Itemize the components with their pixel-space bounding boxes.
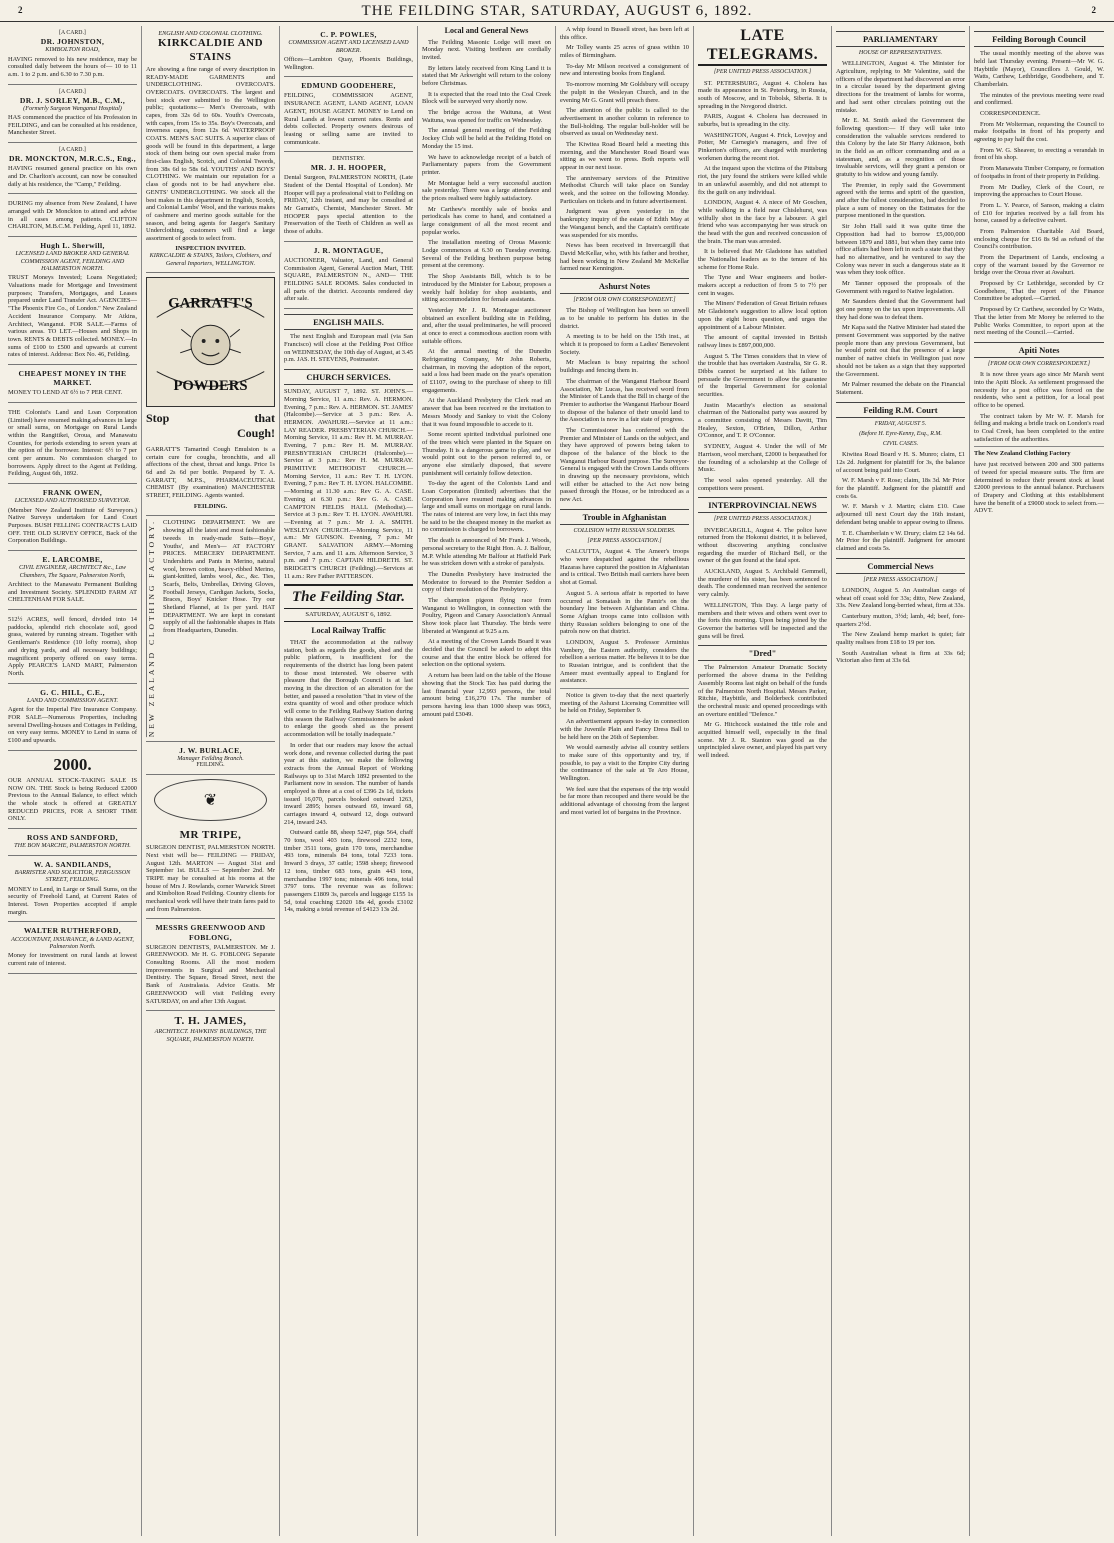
paragraph: Mr E. M. Smith asked the Government the following question:— If they will take into consideration the valuable services rendered to this Colony by the late Sir Harry Atkinson, both in the field as an officer commanding and as a statesman, and, as a recognition of those invaluable services, will they grant a pension or gratuity to his widow and young family. — [836, 117, 965, 178]
local-news-heading: Local and General News — [444, 26, 529, 35]
church-heading: CHURCH SERVICES. — [284, 369, 413, 385]
card-name: CHEAPEST MONEY IN THE MARKET. — [18, 368, 127, 388]
interprovincial-heading: INTERPROVINCIAL NEWS — [698, 497, 827, 513]
goodehere-name: EDMUND GOODEHERE, — [301, 81, 396, 91]
card-body: 512½ ACRES, well fenced, divided into 14 paddocks, splendid rich chocolate soil, good grass, watered by running stream. Together with Gentleman's Residence (10 lofty rooms), shop and drying yards, and all necessary buildings; magnificent property offered on easy terms. Apply PEARCE'S LAND MART, Palmerston North. — [8, 616, 137, 677]
paragraph: Yesterday Mr J. R. Montague auctioneer obtained an excellent building site in Feilding, and, after the usual preliminaries, he will proceed at once to erect a commodious auction room with suitable offices. — [422, 306, 551, 345]
card-name: Hugh L. Sherwill, — [40, 241, 105, 250]
column-8 — [970, 26, 1108, 1536]
clothing-factory-notice-body: have just received between 200 and 300 patterns of tweed for special measure suits. The firm are determined to reduce their present stock at least £2000 previous to the annual balance. Purchasers of Drapery and Clothing at this establishment have the benefit of a £9000 stock to select from.—ADVT. — [974, 461, 1104, 515]
paragraph: At a meeting of the Crown Lands Board it was decided that the Council be asked to adopt this course and that the entire block be offered for selection on the optional system. — [422, 638, 551, 669]
powles-ad — [284, 26, 413, 77]
paragraph: From the Department of Lands, enclosing a copy of the warrant issued by the Governor re bridge over the Oroua river at Awahuri. — [974, 254, 1104, 277]
paragraph: Mr Saunders denied that the Government had got one penny on the tax upon improvements. All they had done was to defeat them. — [836, 298, 965, 321]
paragraph: The contract taken by Mr W. F. Marsh for felling and making a bridle track on London's road to Coal Creek, has been completed to the entire satisfaction of the authorities. — [974, 412, 1104, 443]
paragraph: The Palmerston Amateur Dramatic Society performed the above drama in the Feilding Assembly Rooms last night on behalf of the funds of the Palmerston North Hospital. Messrs Parker, Ritchie, Haybittle, and Bolderbeck contributed the orchestral music and opened proceedings with an overture entitled "Defence." — [698, 664, 827, 718]
card-name: 2000. — [53, 754, 92, 774]
hooper-ad — [284, 152, 413, 242]
apiti-source: [FROM OUR OWN CORRESPONDENT.] — [987, 361, 1091, 368]
paragraph: The Premier, in reply said the Government agreed with the terms and spirit of the question, and after the fullest consideration, had decided to place a sum of money on the Estimates for the purpose mentioned in the question. — [836, 181, 965, 220]
paragraph: SYDNEY, August 4. Under the will of Mr Harrison, wool merchant, £2000 is bequeathed for the founding of a scholarship at the College of Music. — [698, 443, 827, 474]
paragraph: T. E. Chamberlain v W. Drury; claim £2 14s 6d. Mr Prior for the plaintiff. Judgment for amount claimed and costs 5s. — [836, 529, 965, 552]
oval-ornament-icon: ❦ — [203, 791, 218, 809]
burlace-name: J. W. BURLACE, — [179, 745, 242, 755]
powles-name: C. P. POWLES, — [320, 30, 377, 39]
col5-news-top — [560, 26, 689, 273]
afghan-subheading: COLLISION WITH RUSSIAN SOLDIERS. — [573, 528, 676, 534]
professional-card — [8, 143, 137, 194]
dred-article — [698, 664, 827, 759]
rm-court-heading: Feilding R.M. Court — [836, 402, 965, 418]
telegrams-article — [698, 80, 827, 493]
paragraph: Mr G. Hitchcock sustained the title role and acquitted himself well, especially in the final scene. Mr J. R. Stanton was good as the unprincipled slave owner, and played his part very well indeed. — [698, 721, 827, 759]
kirkcaldie-invite: INSPECTION INVITED. — [175, 244, 246, 252]
card-subtitle: ACCOUNTANT, INSURANCE, & LAND AGENT, Palmerston North. — [11, 935, 134, 950]
paragraph: W. F. Marsh v J. Martin; claim £10. Case adjourned till next Court day the 16th instant, defendant being unable to appear owing to illness. — [836, 503, 965, 526]
ashurst-article — [560, 307, 689, 504]
card-body: MONEY TO LEND AT 6½ to 7 PER CENT. — [8, 389, 123, 397]
page-number-left: 2 — [18, 5, 23, 16]
paragraph: Judgment was given yesterday in the bankruptcy inquiry of the estate of Edith May at the Wanganui bench, and the Captain's certificate was suspended for six months. — [560, 208, 689, 239]
james-ad — [146, 1011, 275, 1048]
paragraph: We would earnestly advise all country settlers to make sure of this opportunity and try, if possible, to pay a visit to the Empire City during the continuance of the sale at Te Aro House, Wellington. — [560, 744, 689, 782]
card-name: FRANK OWEN, — [42, 488, 103, 498]
star-masthead: The Feilding Star. — [284, 584, 413, 609]
paragraph: THAT the accommodation at the railway station, both as regards the goods, shed and the public platform, is insufficient for the requirements of the district has long been patent to those most interested. We observe with pleasure that the Borough Council is at last moving in the direction of an alteration for the better, and passed a resolution "that in view of the extra quantity of wool and other produce which will come to the Feilding Railway Station during this season the Railway Commissioners be asked to enlarge the goods shed as the present accommodation will be totally inadequate." — [284, 638, 413, 739]
professional-card — [8, 610, 137, 684]
paragraph: It is expected that the road into the Coal Creek Block will be surveyed very shortly now. — [422, 90, 551, 106]
professional-card — [8, 856, 137, 923]
interprovincial-article — [698, 527, 827, 641]
paragraph: The amount of capital invested in British railway lines is £897,000,000. — [698, 334, 827, 349]
paragraph: To-day Mr Milson received a consignment of new and interesting books from England. — [560, 62, 689, 78]
parliamentary-heading: PARLIAMENTARY — [836, 31, 965, 47]
afghan-heading: Trouble in Afghanistan — [560, 509, 689, 525]
column-6 — [694, 26, 832, 1536]
card-name: DR. J. SORLEY, M.B., C.M., — [19, 95, 126, 105]
page-number-right: 2 — [1091, 5, 1096, 16]
goodehere-body: FEILDING, COMMISSION AGENT, INSURANCE AGENT, LAND AGENT, LOAN AGENT, HOUSE AGENT. MONEY to Lend on Rural Lands at lowest current rates. Rents and debts collected. Property owners desirous of leasing or selling same are invited to communicate. — [284, 92, 413, 146]
professional-card — [8, 85, 137, 144]
garratt-body-ad — [146, 440, 275, 517]
paragraph: An advertisement appears to-day in connection with the Juvenile Plain and Fancy Dress Ball to be held here on the 26th of September. — [560, 718, 689, 741]
professional-card — [8, 751, 137, 830]
paragraph: August 5. A serious affair is reported to have occurred at Somatash in the Pamir's on the boundary line between Afghanistan and China. Some Afghan troops came into collision with thirty Russian soldiers belonging to one of the patrols now on that district. — [560, 589, 689, 636]
divider — [974, 446, 1104, 447]
card-name: G. C. HILL, C.E., — [40, 687, 105, 697]
card-subtitle: LICENSED LAND BROKER AND GENERAL COMMISSION AGENT, FEILDING AND HALMERSTON NORTH. — [15, 250, 130, 272]
paragraph: Mr Kapa said the Native Minister had stated the present Government was supported by the native people more than any previous Government, but he would point out that the presence of a large number of native chiefs in Wellington just now should not be taken as a sign that they supported the Government. — [836, 324, 965, 378]
paragraph: WELLINGTON, August 4. The Minister for Agriculture, replying to Mr Valentine, said the officers of the department had discovered an error in a circular issued by the department giving directions for the treatment of lambs for worms, and had sent other circulars pointing out the mistake. — [836, 60, 965, 114]
powles-body: Offices—Lambton Quay, Phoenix Buildings, Wellington. — [284, 55, 413, 71]
professional-card — [8, 365, 137, 403]
column-2 — [142, 26, 280, 1536]
afghan-article — [560, 548, 689, 685]
mails-body: The next English and European mail (via San Francisco) will close at the Feilding Post Office on WEDNESDAY, the 10th day of August, at 3.45 p.m. JAS. H. STEVENS, Postmaster. — [284, 333, 413, 364]
card-name: WALTER RUTHERFORD, — [23, 926, 122, 936]
mails-heading: ENGLISH MAILS. — [284, 314, 413, 330]
paragraph: Mr Tolley wants 25 acres of grass within 10 miles of Birmingham. — [560, 44, 689, 60]
feilding-label: FEILDING. — [193, 502, 228, 510]
railway-heading: Local Railway Traffic — [311, 626, 386, 636]
garratts-powders-illustration — [146, 277, 275, 407]
rm-court-magistrate: (Before H. Eyre-Kenny, Esq., R.M. — [859, 430, 942, 437]
tripe-body: SURGEON DENTIST, PALMERSTON NORTH. Next visit will be— FEILDING — FRIDAY, August 12th. MARTON — August 31st and September 1st. BULLS — September 2nd. Mr TRIPE may be consulted at his rooms at the house of Mrs J. Rowlands, corner Warwick Street and Kimbolton Road Feilding. Country clients for mechanical work will have their train fares paid to and from Palmerston. — [146, 844, 275, 913]
paragraph: To-day the agent of the Colonists Land and Loan Corporation (limited) advertises that the Corporation have resumed making advances in large and small sums on mortgage on rural lands. The rates of interest are very low, in fact this may be said to be the cheapest money in the market as no commission is charged to borrowers. — [422, 480, 551, 534]
paragraph: Notice is given to-day that the next quarterly meeting of the Ashurst Licensing Committee will be held on Friday, September 9. — [560, 692, 689, 715]
powles-sub: COMMISSION AGENT AND LICENSED LAND BROKER. — [288, 39, 409, 54]
column-3 — [280, 26, 418, 1536]
clothing-factory-ad — [146, 516, 275, 741]
parliamentary-subheading: HOUSE OF REPRESENTATIVES. — [858, 50, 943, 57]
card-name: ROSS AND SANDFORD, — [27, 833, 118, 843]
paragraph: At the annual meeting of the Dunedin Refrigerating Company, Mr John Roberts, chairman, in moving the adoption of the report, said a loss had been made on the year's operation of £1107, owing to the purchase of sheep to fill engagements. — [422, 348, 551, 394]
james-body: ARCHITECT. HAWKINS' BUILDINGS, THE SQUARE, PALMERSTON NORTH. — [154, 1028, 267, 1043]
paragraph: PARIS, August 4. Cholera has decreased in suburbs, but is spreading in the city. — [698, 113, 827, 128]
card-body: (Member New Zealand Institute of Surveyors.) Native Surveys undertaken for Land Court Purposes. BUSH FELLING CONTRACTS LAID OFF. THE OLD SURVEY OFFICE, Back of the Corporation Buildings. — [8, 506, 137, 545]
page-columns — [4, 26, 1110, 1536]
card-body: Agent for the Imperial Fire Insurance Company. FOR SALE—Numerous Properties, including several Dwelling-houses and Cottages in Feilding, on very easy terms. MONEY to Lend in sums of £100 and upwards. — [8, 706, 137, 744]
greenwood-ad — [146, 919, 275, 1011]
council-article — [974, 50, 1104, 337]
decorative-oval — [154, 779, 267, 821]
paragraph: LONDON, August 5. Professor Arminius Vambery, the Eastern authority, considers the rebellion a serious matter. He believes it to be due to Russian intrigue, and is confident that the Ameer must eventually appeal to England for assistance. — [560, 638, 689, 685]
paragraph: The Shop Assistants Bill, which is to be introduced by the Minister for Labour, proposes a weekly half holiday for shop assistants, and sitting accommodation for female assistants. — [422, 273, 551, 304]
council-heading: Feilding Borough Council — [974, 31, 1104, 47]
rm-court-date: FRIDAY, AUGUST 5. — [874, 420, 927, 427]
paragraph: From L. Y. Pearce, of Sanson, making a claim of £10 for injuries received by a fall from his horse, caused by a defective culvert. — [974, 201, 1104, 225]
paragraph: At the Auckland Presbytery the Clerk read an answer that has been received re the invitation to Messrs Moody and Sankey to visit the Colony that it was found impossible to accede to it. — [422, 397, 551, 428]
card-subtitle: (Formerly Surgeon Wanganui Hospital) — [23, 104, 122, 112]
greenwood-body: SURGEON DENTISTS, PALMERSTON. Mr J. GREENWOOD. Mr H. G. FOBLONG Separate Consulting Rooms. All the most modern improvements in Surgical and Mechanical Dentistry. The Square, Broad Street, next the Bank of Australasia. Advice Gratis. Mr GREENWOOD will visit Feilding every SATURDAY, on and after 13th August. — [146, 943, 275, 1005]
burlace-ad — [146, 742, 275, 776]
masthead — [0, 0, 1114, 22]
paragraph: At the inquest upon the victims of the Pittsburg riot, the jury found the strikers were killed while in an unlawful assembly, and did not attempt to fix the guilt on any individual. — [698, 165, 827, 196]
paragraph: LONDON, August 5. An Australian cargo of wheat off coast sold for 33s; ditto, New Zealand, 33s. New Zealand long-berried wheat, firm at 33s. — [836, 586, 965, 610]
kirkcaldie-body: Are showing a fine range of every description in READY-MADE GARMENTS and UNDERCLOTHING. OVERCOATS. OVERCOATS. OVERCOATS. The largest and best stock ever submitted to the Wellington public; quotations:— Men's Overcoats, with capes, from 32s 6d to 60s. Youth's Overcoats, with capes, from 15s to 35s. Boy's Overcoats, and inverness capes, from 12s 6d. WATERPROOF COATS. MEN'S SAC SUITS. A superior class of goods will be found in this department, a large stock of them being our own special make from first-class English, Scotch, and Colonial Tweeds, from 38s 6d to 58s 6d. YOUTHS' AND BOYS' CLOTHING. We maintain our reputation for a class of goods not to be had anywhere else. GENTS' UNDERCLOTHING. We stock all the best makes in this department in English, Scotch, and Colonial Lambs' Wool, and the various makes of cashmere and merino goods suitable for the season, and being agents for Jaeger's Sanitary Underclothing, customers will find a large assortment of goods to select from. — [146, 65, 275, 242]
card-name: DR. MONCKTON, M.R.C.S., Eng., — [8, 154, 137, 164]
tripe-name: MR TRIPE, — [179, 829, 242, 842]
divider — [560, 688, 689, 689]
paragraph: Sir John Hall said it was quite time the Opposition had had to borrow £5,000,000 between 1879 and 1881, but when they came into office affairs had been left in such a state that they had no alternative, and he ventured to say the Colony was never in such a dangerous state as it was when they took office. — [836, 223, 965, 277]
paragraph: The champion pigeon flying race from Wanganui to Wellington, in connection with the Poultry, Pigeon and Canary Association's Annual Show took place last Thursday. The birds were liberated at Wanganui at 9.25 a.m. — [422, 596, 551, 635]
goodehere-ad — [284, 77, 413, 152]
paragraph: Mr Maclean is busy repairing the school buildings and fencing them in. — [560, 359, 689, 375]
card-subtitle: CIVIL ENGINEER, ARCHITECT &c., Law Chambers, The Square, Palmerston North, — [18, 564, 127, 579]
professional-card — [8, 684, 137, 751]
card-body: THE Colonist's Land and Loan Corporation (Limited) have resumed making advances in large or small sums, on Mortgage on Rural Lands within the Rangitikei, Oroua, and Manawatu Counties, for periods extending to seven years at the option of the borrower. Interest: 6½ to 7 per cent per annum. No commission charged to borrowers. Apply direct to the Agent at Feilding. Feilding, August 6th, 1892. — [8, 408, 137, 478]
paragraph: The wool sales opened yesterday. All the competitors were present. — [698, 476, 827, 492]
card-subtitle: LICENSED AND AUTHORISED SURVEYOR. — [14, 497, 131, 505]
professional-card — [8, 922, 137, 973]
col5-news-bottom — [560, 692, 689, 816]
ashurst-subheading: [FROM OUR OWN CORRESPONDENT.] — [573, 297, 676, 304]
paragraph: We have to acknowledge receipt of a batch of Parliamentary papers from the Government printer. — [422, 153, 551, 176]
kirkcaldie-name: KIRKCALDIE AND STAINS — [157, 37, 264, 63]
card-label: [A CARD.] — [59, 30, 86, 36]
column-4 — [418, 26, 556, 1536]
card-body: HAS commenced the practice of his Profession in FEILDING, and can be consulted at his residence, Manchester Street. — [8, 114, 137, 137]
paragraph: From Manawatu Timber Company, re formation of footpaths in front of their property in Feilding. — [974, 165, 1104, 180]
church-body: SUNDAY, AUGUST 7, 1892. ST. JOHN'S.—Morning Service, 11 a.m.: Rev. A. HERMON. Evening, 7 p.m.: Rev. A. HERMON. ST. JAMES' (Halcombe).—Service at 3 p.m.: Rev. A. HERMON. AWAHURI.—Service at 11 a.m.: LAY READER. PRESBYTERIAN CHURCH.—Morning Service, 11 a.m.: Rev H. M. MURRAY. Evening, 7 p.m.: Rev H. M. MURRAY. PRESBYTERIAN CHURCH (Halcombe).—Service at 3 p.m.: Rev H. M. MURRAY. PRIMITIVE METHODIST CHURCH.—Morning Service, 11 a.m.: Rev T. H. LYON. Evening, 7 p.m.: Rev T. H. LYON. HALCOMBE.—Morning at 11.30 a.m.: Rev G. A. CASE. Evening at 6.30 p.m.: Rev G. A. CASE. CAMPTON FIELDS HALL (Methodist).—Service at 3 p.m.: Rev T. H. LYON. AWAHURI.—Evening at 7 p.m.: Mr J. A. SMITH. WESLEYAN CHURCH.—Morning Service, 11 a.m.: Mr GUNSON. Evening, 7 p.m.: Mr GRANT. SALVATION ARMY.—Morning Service, 7 a.m. and 11 a.m. Afternoon Service, 3 p.m. and 7 p.m.: CAPTAIN HILDRETH. ST. BRIDGET'S CHURCH (Feilding).—Services at 11 a.m.: Rev Father PATTERSON. — [284, 388, 413, 580]
paragraph: The Tyne and Wear engineers and boiler-makers accept a reduction of from 5 to 7½ per cent in wages. — [698, 274, 827, 297]
paragraph: A return has been laid on the table of the House showing that the Stock Tax has paid during the last financial year 12,993 persons, the total amount being £16,270 17s. The number of persons having less than 1000 sheep was 9963, amount paid £3049. — [422, 672, 551, 718]
paragraph: Canterbury mutton, 3½d; lamb, 4d; beef, fore-quarters 2½d. — [836, 613, 965, 628]
paragraph: From W. G. Sheaver, to erecting a verandah in front of his shop. — [974, 146, 1104, 162]
paragraph: Mr Montague held a very successful auction sale yesterday. There was a large attendance and the prices realised were highly satisfactory. — [422, 179, 551, 202]
rm-court-civil: CIVIL CASES. — [882, 441, 919, 448]
garratts-arch-text: GARRATT'S — [168, 295, 253, 312]
paragraph: It is now three years ago since Mr Marsh went into the Apiti Block. As settlement progressed the necessity for a post office was forced on the residents, who sent a petition, for a local post office to be opened. — [974, 371, 1104, 409]
clothing-factory-banner: NEW ZEALAND CLOTHING FACTORY. — [146, 519, 160, 737]
rm-court-article — [836, 451, 965, 552]
card-body: Architect to the Manawatu Permanent Building and Investment Society. SPLENDID FARM AT CHELTENHAM FOR SALE. — [8, 581, 137, 604]
burlace-place: FEILDING. — [196, 762, 225, 769]
commercial-article — [836, 587, 965, 665]
card-body: DURING my absence from New Zealand, I have arranged with Dr Monckton to attend and advise in all cases among patients. CLIFTON CHARLTON, M.B.C.M. Feilding, April 11, 1892. — [8, 200, 137, 231]
kirkcaldie-signature: KIRKCALDIE & STAINS, Tailors, Clothiers, and General Importers, WELLINGTON. — [149, 252, 272, 267]
apiti-heading: Apiti Notes — [974, 342, 1104, 358]
paragraph: Proposed by Cr Lethbridge, seconded by Cr Goodbehere, That the report of the Finance Committee be adopted.—Carried. — [974, 280, 1104, 303]
garratt-body: GARRATT'S Tamarind Cough Emulsion is a certain cure for coughs, bronchitis, and all affections of the chest, throat and lungs. Price 1s 6d and 2s 6d per bottle. Prepared by T. A. GARRATT, M.P.S., PHARMACEUTICAL CHEMIST (By examination) MANCHESTER STREET, FEILDING. Agents wanted. — [146, 445, 275, 500]
card-label: [A CARD.] — [59, 88, 86, 95]
card-name: DR. JOHNSTON, — [40, 36, 105, 46]
paragraph: INVERCARGILL, August 4. The police have returned from the Hokonui district, it is believed, without discovering anything conclusive regarding the murder of Richard Bell, or the owner of the gun found at the fatal spot. — [698, 526, 827, 565]
paragraph: From Mr Wolterman, requesting the Council to make footpaths in front of his property and agreeing to pay half the cost. — [974, 120, 1104, 144]
paragraph: W. F. Marsh v F. Rose; claim, 18s 3d. Mr Prior for the plaintiff. Judgment for the plaintiff and costs 6s. — [836, 477, 965, 500]
clothing-factory-body: CLOTHING DEPARTMENT. We are showing all the latest and most fashionable tweeds in ready-made Suits—Boys', Youths', and Men's— AT FACTORY PRICES. MERCERY DEPARTMENT. Undershirts and Pants in Merino, natural wool, brown cotton, heavy-ribbed Merino, giant-knitted, lambs wool, &c., &c. Ties, Scarfs, Belts, Umbrellas, Driving Gloves, Football Jerseys, Cardigan Jackets, Socks, Braces, Boys' Knicker Hose. Try our Shetland Flannel, at 1s per yard. HAT DEPARTMENT. We are kept in constant supply of all the fashionable shapes in Hats from Headquarters, Dunedin. — [163, 519, 275, 635]
paragraph: The death is announced of Mr Frank J. Woods, personal secretary to the Right Hon. A. J. Balfour, M.P. While attending Mr Balfour at Hatfield Park he was stricken down with a stroke of paralysis. — [422, 537, 551, 568]
railway-article — [284, 639, 413, 914]
paragraph: LONDON, August 4. A niece of Mr Goschen, while walking in a field near Chislehurst, was wilfully shot in the face by a labourer. A girl friend who was accompanying her was struck on the head with the gun and received concussion of the brain. The man was arrested. — [698, 199, 827, 245]
paragraph: In order that our readers may know the actual work done, and revenue collected during the past year at this station, we make the following extracts from the Annual Report of Working Railways up to 31st March 1892 presented to the Parliament now in session. The number of hands employed is three at a cost of £396 2s 1d, tickets issued 16,070, parcels booked outward 1263, inward 2895; horses outward 69, inward 68, carriages inward 4, outward 12, dogs outward 214, inward 243. — [284, 741, 413, 826]
tripe-ad — [146, 825, 275, 919]
paragraph: The annual general meeting of the Feilding Jockey Club will be held at the Feilding Hotel on Monday the 15 inst. — [422, 127, 551, 150]
paragraph: The Feilding Masonic Lodge will meet on Monday next. Visiting brethren are cordially invited. — [422, 38, 551, 61]
montague-ad — [284, 242, 413, 309]
paragraph: By letters lately received from King Land it is stated that Mr Arkwright will return to the colony before Christmas. — [422, 64, 551, 88]
stop-word: Stop — [146, 411, 170, 426]
paragraph: The Commissioner has conferred with the Premier and Minister of Lands on the subject, and they have approved of powers being taken to dispose of the balance of the block to the Wanganui Harbour Board purpose. The Surveyor-General is engaged with the Crown Lands officers in drawing up the necessary provisions, which will either be attached to the Act now being passed through the House, or be introduced as a new Act. — [560, 426, 689, 504]
local-news-article — [422, 39, 551, 719]
telegrams-source: [PER UNITED PRESS ASSOCIATION.] — [713, 69, 812, 76]
apiti-article — [974, 371, 1104, 443]
professional-card — [8, 484, 137, 551]
paragraph: CALCUTTA, August 4. The Ameer's troops who were despatched against the rebellious Hazaras have captured the position in Afghanistan and is critical. Two British mail carriers have been shot at Gomal. — [560, 548, 689, 587]
paragraph: The chairman of the Wanganui Harbour Board Association, Mr Lucas, has received word from the Minister of Lands that the Bill in charge of the Premier to authorise the Wanganui Harbour Board to dispose of the balance of their unsold land to the Association is now in a fair state of progress. — [560, 377, 689, 424]
paragraph: The New Zealand hemp market is quiet; fair quality realises from £18 to 19 per ton. — [836, 631, 965, 647]
professional-card — [8, 237, 137, 365]
star-date: SATURDAY, AUGUST 6, 1892. — [284, 611, 413, 622]
paragraph: A whip found in Bussell street, has been left at this office. — [560, 26, 689, 41]
card-body: OUR ANNUAL STOCK-TAKING SALE IS NOW ON. THE Stock is being Reduced £2000 Previous to the Annual Balance, to effect which the whole stock is offered at GREATLY REDUCED PRICES, FOR A SHORT TIME ONLY. — [8, 776, 137, 823]
paragraph: Proposed by Cr Carthew, seconded by Cr Watts, That the letter from Mr Morey be referred to the Public Works Committee, to report upon at the next meeting of the Council.—Carried. — [974, 306, 1104, 337]
kirkcaldie-heading: ENGLISH AND COLONIAL CLOTHING. — [158, 30, 263, 37]
card-body: HAVING removed to his new residence, may be consulted daily between the hours of— 10 to 11 a.m. 1 to 2 p.m. and 6.30 to 7.30 p.m. — [8, 55, 137, 78]
clothing-factory-notice-heading: The New Zealand Clothing Factory — [974, 450, 1071, 458]
dentistry-heading: DENTISTRY. — [332, 156, 365, 163]
paragraph: Kiwitea Road Board v H. S. Munro; claim, £1 12s 2d. Judgment for plaintiff for 3s, the balance of account being paid into Court. — [836, 451, 965, 474]
card-label: [A CARD.] — [59, 147, 86, 154]
paragraph: WASHINGTON, August 4. Frick, Lovejoy and Potter, Mr Carnegie's managers, and five of Pinkerton's officers, are charged with murdering workmen during the recent riot. — [698, 131, 827, 162]
paragraph: The Kiwitea Road Board held a meeting this morning, and the Manchester Road Board was sitting as we went to press. Both reports will appear in our next issue. — [560, 140, 689, 171]
card-subtitle: KIMBOLTON ROAD, — [45, 46, 100, 54]
newspaper-title: THE FEILDING STAR, SATURDAY, AUGUST 6, 1892. — [361, 2, 753, 19]
paragraph: The Bishop of Wellington has been so unwell as to be unable to perform his duties in the district. — [560, 307, 689, 330]
column-7 — [832, 26, 970, 1536]
cough-word: Cough! — [236, 425, 275, 440]
afghan-source: [PER PRESS ASSOCIATION.] — [587, 538, 662, 545]
interprovincial-source: [PER UNITED PRESS ASSOCIATION.] — [713, 516, 812, 523]
commercial-source: [PER PRESS ASSOCIATION.] — [863, 576, 938, 583]
portrait-circle — [191, 325, 230, 364]
burlace-title: Manager Feilding Branch. — [177, 754, 244, 762]
paragraph: Justin Macarthy's election as sessional chairman of the Nationalist party was assured by a committee consisting of Messrs Davitt, Tim Healey, Sexton, O'Brien, Dillon, Arthur O'Connor, and T. P. O'Connor. — [698, 401, 827, 440]
montague-body: AUCTIONEER, Valuator, Land, and General Commission Agent, General Auction Mart, THE SQUARE, PALMERSTON N., AND— THE FEILDING SALE ROOMS. Sales conducted in all parts of the district. Accounts rendered day after sale. — [284, 256, 413, 303]
paragraph: Mr Palmer resumed the debate on the Financial Statement. — [836, 381, 965, 396]
card-name: E. LARCOMBE, — [42, 555, 103, 565]
card-body: TRUST Moneys Invested; Loans Negotiated; Valuations made for Mortgage and Investment purposes; Transfers, Mortgages, and Leases prepared under Land Transfer Act. AGENCIES— "The Phoenix Fire Co., of London." New Zealand Accident Insurance Company. Mr Atkins, Architect, Wanganui. FOR SALE.—Farms of various areas. TO LET.—Houses and Shops in town. RENTS & DEBTS collected. MONEY.—In sums of £100 to £500 and upwards at current rates of interest. Address: Box No. 46, Feilding. — [8, 274, 137, 359]
paragraph: The minutes of the previous meeting were read and confirmed. — [974, 91, 1104, 107]
paragraph: The Miners' Federation of Great Britain refuses Mr Gladstone's suggestion to allow local option upon the eight hours question, and urges the appointment of a Labour Minister. — [698, 300, 827, 331]
stop-that-cough — [146, 411, 275, 425]
powders-arch-text: POWDERS — [173, 378, 248, 395]
paragraph: The installation meeting of Oroua Masonic Lodge commences at 6.30 on Tuesday evening. Several of the Feilding brethren purpose being present at the ceremony. — [422, 239, 551, 270]
paragraph: The anniversary services of the Primitive Methodist Church will take place on Sunday week, and the soiree on the following Monday. Particulars on tickets and in future advertisement. — [560, 174, 689, 205]
paragraph: Some recent spirited individual purloined one of the trees which were planted in the Square on Thursday. It is a dangerous game to play, and we would point out to the person referred to, or anyone else similarly disposed, that severe punishment will certainly follow detection. — [422, 431, 551, 477]
card-subtitle: THE BON MARCHE, PALMERSTON NORTH. — [14, 842, 131, 850]
paragraph: From Palmerston Charitable Aid Board, enclosing cheque for £16 8s 9d as refund of the Council's contribution. — [974, 227, 1104, 251]
paragraph: ST. PETERSBURG, August 4. Cholera has made its appearance in St. Petersburg, in Russia, south of Moscow, and in Tobolsk, Siberia. It is spreading in the Novgorod district. — [698, 79, 827, 110]
card-body: Money for investment on rural lands at lowest current rate of interest. — [8, 952, 137, 968]
paragraph: The attention of the public is called to the advertisement in another column in reference to the Bull-holding. The regular bull-holder will be observed as usual on Wednesday next. — [560, 107, 689, 138]
paragraph: August 5. The Times considers that in view of the trouble that has overtaken Australia, Sir G. R. Dibbs cannot be surprised at his failure to persuade the Government to allow the guarantee of the Imperial Government for colonial securities. — [698, 352, 827, 398]
paragraph: South Australian wheat is firm at 33s 6d; Victorian also firm at 33s 6d. — [836, 649, 965, 665]
professional-card — [8, 194, 137, 237]
card-subtitle: LAND AND COMMISSION AGENT. — [26, 696, 119, 704]
professional-card — [8, 829, 137, 856]
professional-card — [8, 26, 137, 85]
paragraph: WELLINGTON, This Day. A large party of members and their wives and others went over to the forts this morning. Upon being joined by the Governor the batteries will be inspected and the guns will be fired. — [698, 601, 827, 640]
paragraph: To-morrow morning Mr Goldsbury will occupy the pulpit in the Wesleyan Church, and in the evening Mr G. Grant will preach there. — [560, 81, 689, 104]
paragraph: The Dunedin Presbytery have instructed the Moderator to forward to the Premier Seddon a copy of their resolution of the Presbytery. — [422, 570, 551, 594]
paragraph: A meeting is to be held on the 15th inst., at which it is proposed to form a Ladies' Benevolent Society. — [560, 333, 689, 356]
card-body: HAVING resumed general practice on his own and Dr. Charlton's account, can now be consulted daily at his residence, the "Camp," Feilding. — [8, 165, 137, 188]
dred-heading: "Dred" — [698, 645, 827, 661]
paragraph: The usual monthly meeting of the above was held last Thursday evening. Present—Mr W. G. Haybittle (Mayor), Councillors J. Gould, W. Watts, Carthew, Lethbridge, Goodbehere, and T. Chamberlain. — [974, 50, 1104, 88]
paragraph: AUCKLAND, August 5. Archibald Gemmell, the murderer of his sister, has been sentenced to death. The condemned man received the sentence very calmly. — [698, 568, 827, 599]
james-name: T. H. JAMES, — [174, 1015, 247, 1028]
card-name: W. A. SANDILANDS, — [33, 859, 112, 869]
paragraph: Outward cattle 88, sheep 5247, pigs 564, chaff 70 tons, wool 403 tons, firewood 2232 tons, timber 3511 tons, grain 170 tons, merchandise 493 tons, minerals 84 tons, total 7233 tons. Inward 3 drays, 37 cattle; 1598 sheep; firewood 12 tons, timber 683 tons, grain 443 tons, merchandise 1997 tons; minerals 496 tons, total 3797 tons. The revenue was as follows: passengers £1809 3s, parcels and luggage £155 1s 5d, total coaching £2020 18s 4d, goods £3102 14s, making a total revenue of £4123 13s 2d. — [284, 829, 413, 914]
card-subtitle: BARRISTER AND SOLICITOR, FERGUSSON STREET, FEILDING. — [14, 868, 131, 884]
ashurst-heading: Ashurst Notes — [560, 278, 689, 294]
professional-card — [8, 551, 137, 610]
paragraph: The bridge across the Waituna, at West Waituna, was opened for traffic on Wednesday. — [422, 109, 551, 124]
that-word: that — [254, 411, 275, 426]
hooper-name: MR. J. H. HOOPER, — [310, 163, 387, 173]
paragraph: It is believed that Mr Gladstone has satisfied the Nationalist leaders as to the tenure of his scheme for Home Rule. — [698, 248, 827, 271]
paragraph: Mr Tanner opposed the proposals of the Government with regard to Native legislation. — [836, 279, 965, 295]
column-1 — [4, 26, 142, 1536]
paragraph: Mr Carthew's monthly sale of books and periodicals has come to hand, and contained a large consignment of all the most recent and popular works. — [422, 205, 551, 236]
hooper-body: Dental Surgeon, PALMERSTON NORTH, (Late Student of the Dental Hospital of London). Mr Hooper will pay a professional visit to Feilding on FRIDAY, 12th instant, and may be consulted at Mr Garratt's, Chemist, Manchester Street. Mr HOOPER pays special attention to the Preservation of the Teeth of Children as well as those of adults. — [284, 174, 413, 236]
paragraph: News has been received in Invercargill that David McKellar, who, with his father and brother, had been working in New Zealand Mr McKellar farmed near Kennington. — [560, 242, 689, 273]
column-5 — [556, 26, 694, 1536]
commercial-heading: Commercial News — [836, 558, 965, 574]
greenwood-name: MESSRS GREENWOOD AND FOBLONG, — [155, 923, 266, 942]
professional-card — [8, 403, 137, 484]
card-body: MONEY to Lend, in Large or Small Sums, on the security of Freehold Land, at Current Rates of Interest. Town Properties accepted if ample margin. — [8, 885, 137, 916]
montague-name: J. R. MONTAGUE, — [313, 245, 384, 255]
paragraph: We feel sure that the expenses of the trip would be far more than recouped and there would be the additional advantage of choosing from the largest and most varied lot of bargains in the Province. — [560, 785, 689, 816]
parliamentary-article — [836, 60, 965, 396]
kirkcaldie-ad — [146, 26, 275, 273]
telegrams-heading: LATE TELEGRAMS. — [698, 26, 827, 66]
paragraph: CORRESPONDENCE. — [980, 110, 1041, 117]
paragraph: From Mr Dudley, Clerk of the Court, re improving the approaches to Court House. — [974, 183, 1104, 199]
